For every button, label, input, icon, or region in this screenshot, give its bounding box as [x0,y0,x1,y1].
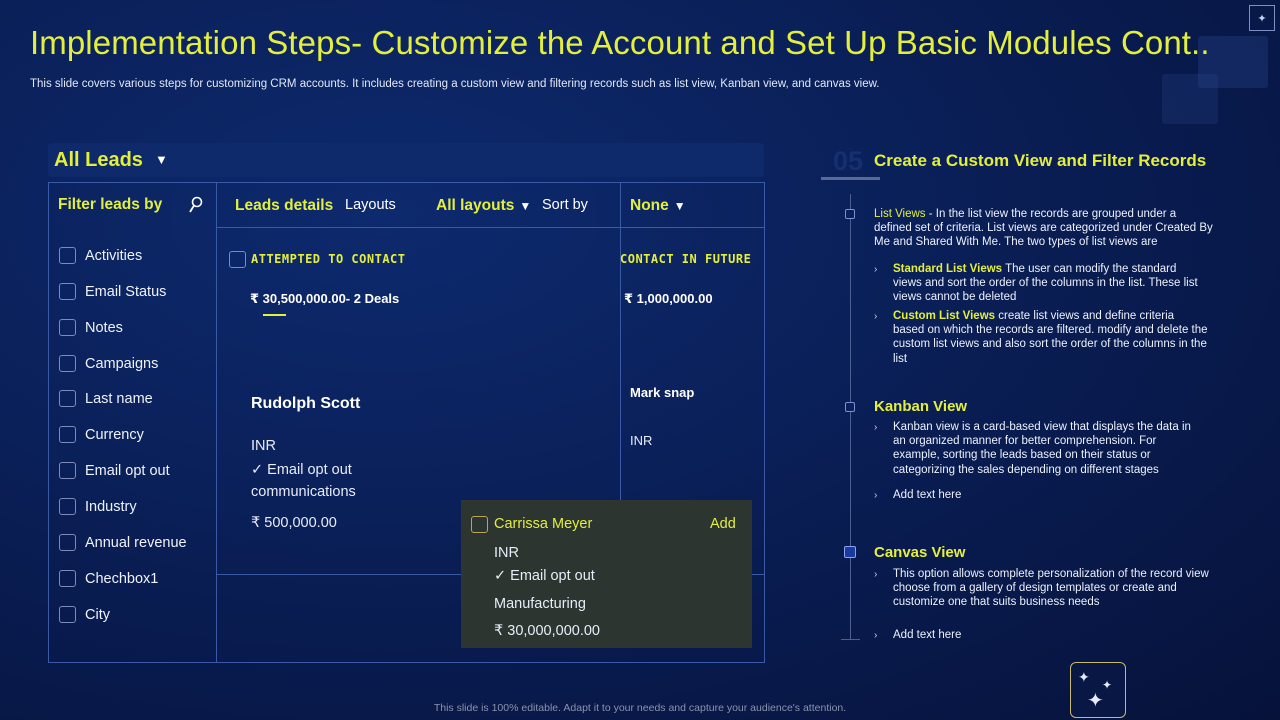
timeline-node [845,402,855,412]
divider [752,574,765,575]
custom-list-views-desc: create list views and define criteria based on which the records are filtered. modify and delete the custom list views and also sort the order of the columns in the list [893,310,1208,365]
filter-item-activities[interactable] [59,247,142,264]
column-checkbox[interactable] [229,251,246,268]
caret-down-icon: ▼ [155,152,168,167]
chevron-right-icon: › [874,569,878,580]
timeline-line [850,194,851,640]
checkbox[interactable] [59,498,76,515]
divider [620,183,621,501]
divider [216,183,217,662]
checkbox[interactable] [59,534,76,551]
future-amount: ₹ 1,000,000.00 [624,291,713,306]
timeline-end [841,639,860,640]
sort-by-label: Sort by [542,197,588,213]
filter-item-label: Email Status [85,283,167,300]
checkbox[interactable] [59,390,76,407]
checkbox[interactable] [59,247,76,264]
divider [216,227,765,228]
lead-card-email-opt-2: communications [251,484,356,500]
lead-card-currency: INR [630,433,653,448]
popup-email-opt: ✓ Email opt out [494,568,595,584]
popup-industry: Manufacturing [494,596,586,612]
lead-card-currency: INR [251,438,276,454]
filter-item-label: Notes [85,319,123,336]
filter-item-label: Industry [85,498,137,515]
custom-list-views-text [893,309,1208,366]
list-views-label: List Views [874,208,926,220]
sort-by-dropdown[interactable] [630,197,686,215]
popup-amount: ₹ 30,000,000.00 [494,623,600,639]
filter-item-email-opt-out[interactable] [59,462,170,479]
chevron-right-icon: › [874,630,878,641]
filter-item-notes[interactable] [59,319,123,336]
checkbox[interactable] [59,283,76,300]
custom-list-views-label: Custom List Views [893,310,996,322]
filter-item-last-name[interactable] [59,390,153,407]
column-header-future: CONTACT IN FUTURE [620,252,752,266]
all-leads-label: All Leads [54,149,143,171]
kanban-add-text: Add text here [893,489,962,501]
leads-details-tab[interactable]: Leads details [235,197,334,214]
footer-note: This slide is 100% editable. Adapt it to your needs and capture your audience's attention. [433,702,847,714]
filter-item-label: City [85,606,110,623]
layouts-label: Layouts [345,197,396,213]
all-layouts-label: All layouts [436,197,515,214]
underline-accent [263,314,286,316]
timeline-node [844,546,856,558]
filter-item-label: Last name [85,390,153,407]
heading-underline [821,177,880,180]
filter-item-email-status[interactable] [59,283,166,300]
standard-list-views-label: Standard List Views [893,263,1003,275]
all-leads-dropdown[interactable] [48,143,764,177]
filter-item-city[interactable] [59,606,110,623]
page-title: Implementation Steps- Customize the Account and Set Up Basic Modules Cont.. [30,24,1210,61]
chevron-right-icon: › [874,490,878,501]
caret-down-icon: ▼ [519,199,532,213]
filter-item-label: Email opt out [85,462,170,479]
section-heading: Create a Custom View and Filter Records [874,151,1207,170]
lead-card-name[interactable]: Mark snap [630,385,695,400]
filter-item-currency[interactable] [59,426,144,443]
popup-currency: INR [494,545,519,561]
decorative-square [1162,74,1218,124]
page-subtitle: This slide covers various steps for customizing CRM accounts. It includes creating a custom view and filtering records such as list view, Kanban view, and canvas view. [30,78,880,90]
timeline-node [845,209,855,219]
column-header-attempted: ATTEMPTED TO CONTACT [251,252,406,266]
checkbox[interactable] [59,606,76,623]
canvas-add-text: Add text here [893,629,962,641]
filter-item-label: Activities [85,247,143,264]
sort-none-label: None [630,197,669,214]
checkbox[interactable] [59,355,76,372]
chevron-right-icon: › [874,422,878,433]
filter-item-chechbox1[interactable] [59,570,158,587]
list-views-text [874,207,1214,250]
filter-heading: Filter leads by [58,196,163,213]
filter-item-label: Campaigns [85,355,159,372]
filter-item-campaigns[interactable] [59,355,158,372]
canvas-view-text: This option allows complete personalization of the record view choose from a gallery of design templates or create and customize one that suits business needs [893,568,1209,609]
filter-item-label: Currency [85,426,144,443]
standard-list-views-desc: The user can modify the standard views and sort the order of the columns in the list. These list views cannot be deleted [893,263,1198,304]
filter-item-annual-revenue[interactable] [59,534,187,551]
sparkle-icon: ✦ [1249,5,1275,31]
filter-item-industry[interactable] [59,498,137,515]
caret-down-icon: ▼ [673,199,686,213]
all-layouts-dropdown[interactable] [436,197,531,215]
canvas-view-heading: Canvas View [874,544,966,561]
popup-checkbox[interactable] [471,516,488,533]
step-number: 05 [833,146,864,176]
checkbox[interactable] [59,319,76,336]
popup-name: Carrissa Meyer [494,516,593,532]
popup-add-button[interactable]: Add [710,516,736,532]
filter-item-label: Annual revenue [85,534,187,551]
search-icon[interactable] [188,196,204,214]
chevron-right-icon: › [874,311,878,322]
checkbox[interactable] [59,462,76,479]
chevron-right-icon: › [874,264,878,275]
deals-amount: ₹ 30,500,000.00- 2 Deals [250,291,400,306]
checkbox[interactable] [59,426,76,443]
kanban-view-text: Kanban view is a card-based view that displays the data in an organized manner for better comprehension. For example, sorting the leads based on their status or categorizing the sales depending on different stages [893,421,1191,476]
list-views-desc: - In the list view the records are grouped under a defined set of criteria. List views are categorized under Created By Me and Shared With Me. The two types of list views are [874,208,1213,249]
lead-card-name[interactable]: Rudolph Scott [251,395,361,412]
lead-card-amount: ₹ 500,000.00 [251,515,337,531]
lead-card-email-opt: ✓ Email opt out [251,462,352,478]
checkbox[interactable] [59,570,76,587]
standard-list-views-text [893,262,1208,305]
divider [216,574,461,575]
filter-item-label: Chechbox1 [85,570,159,587]
kanban-view-heading: Kanban View [874,398,968,415]
sparkle-icon: ✦ ✦ ✦ [1070,662,1126,718]
